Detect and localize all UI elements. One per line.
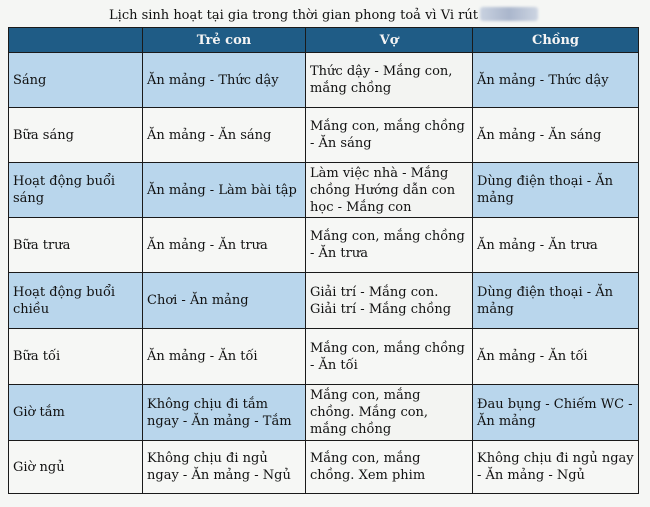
row-label: Bữa trưa [9,218,143,273]
cell-husband: Đau bụng - Chiếm WC - Ăn mảng [473,385,639,441]
cell-wife: Làm việc nhà - Mắng chồng Hướng dẫn con học - Mắng con [306,163,473,218]
cell-wife: Giải trí - Mắng con. Giải trí - Mắng chồng [306,273,473,329]
cell-husband: Ăn mảng - Ăn tối [473,329,639,385]
row-label: Hoạt động buổi sáng [9,163,143,218]
cell-child: Ăn mảng - Làm bài tập [143,163,306,218]
header-husband: Chồng [473,28,639,53]
cell-child: Không chịu đi tắm ngay - Ăn mảng - Tắm [143,385,306,441]
cell-husband: Ăn mảng - Ăn sáng [473,108,639,163]
schedule-table [8,27,639,494]
table-row [9,441,639,494]
header-wife: Vợ [306,28,473,53]
table-row [9,385,639,441]
row-label: Bữa tối [9,329,143,385]
cell-child: Ăn mảng - Ăn sáng [143,108,306,163]
cell-husband: Dùng điện thoại - Ăn mảng [473,163,639,218]
table-row [9,108,639,163]
table-row [9,218,639,273]
cell-wife: Thức dậy - Mắng con, mắng chồng [306,53,473,108]
row-label: Bữa sáng [9,108,143,163]
cell-child: Ăn mảng - Ăn trưa [143,218,306,273]
cell-child: Ăn mảng - Thức dậy [143,53,306,108]
blurred-text [480,7,538,21]
table-row [9,163,639,218]
cell-husband: Ăn mảng - Ăn trưa [473,218,639,273]
row-label: Hoạt động buổi chiều [9,273,143,329]
table-title [10,5,637,27]
table-row [9,53,639,108]
cell-wife: Mắng con, mắng chồng - Ăn tối [306,329,473,385]
cell-child: Ăn mảng - Ăn tối [143,329,306,385]
cell-wife: Mắng con, mắng chồng - Ăn trưa [306,218,473,273]
cell-child: Chơi - Ăn mảng [143,273,306,329]
table-row [9,329,639,385]
header-row [9,28,639,53]
row-label: Sáng [9,53,143,108]
cell-husband: Ăn mảng - Thức dậy [473,53,639,108]
table-row [9,273,639,329]
cell-husband: Dùng điện thoại - Ăn mảng [473,273,639,329]
cell-wife: Mắng con, mắng chồng. Xem phim [306,441,473,494]
cell-child: Không chịu đi ngủ ngay - Ăn mảng - Ngủ [143,441,306,494]
header-corner [9,28,143,53]
cell-wife: Mắng con, mắng chồng. Mắng con, mắng chồng [306,385,473,441]
row-label: Giờ ngủ [9,441,143,494]
cell-wife: Mắng con, mắng chồng - Ăn sáng [306,108,473,163]
cell-husband: Không chịu đi ngủ ngay - Ăn mảng - Ngủ [473,441,639,494]
row-label: Giờ tắm [9,385,143,441]
header-child: Trẻ con [143,28,306,53]
title-text: Lịch sinh hoạt tại gia trong thời gian phong toả vì Vi rút [109,8,478,23]
